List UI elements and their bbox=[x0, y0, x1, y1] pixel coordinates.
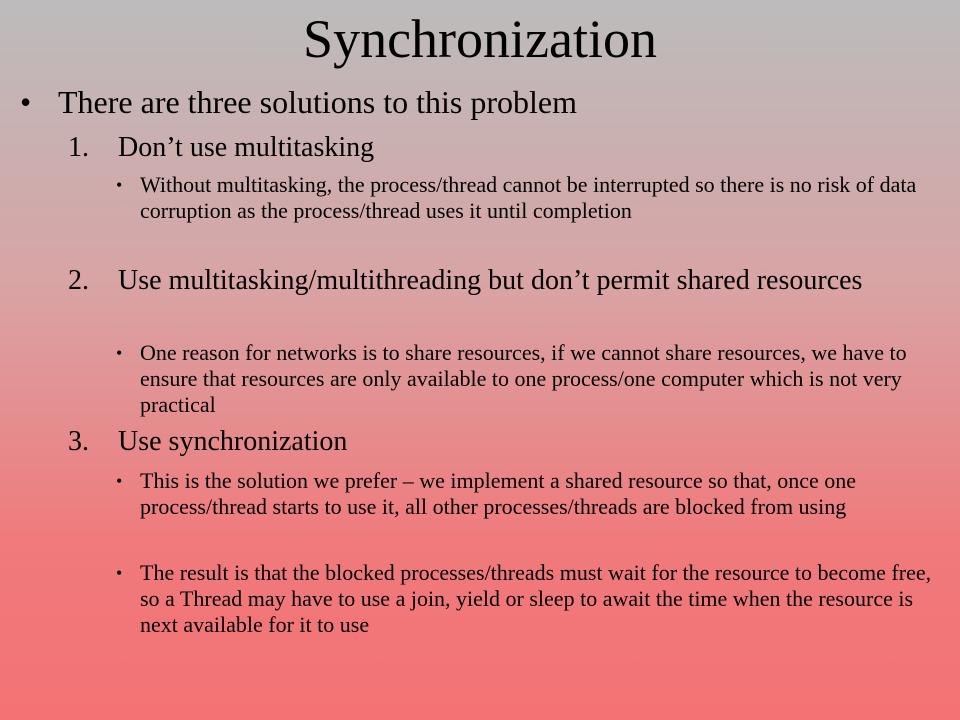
sub-bullet-text: The result is that the blocked processes/threads must wait for the resource to become free, so a Thread may have to use a join, yield or sleep to await the time when the resource is next available for it to use bbox=[140, 560, 932, 637]
main-bullet bbox=[20, 80, 577, 124]
list-item-text: Use multitasking/multithreading but don’t permit shared resources bbox=[118, 265, 863, 296]
sub-bullet-3-1 bbox=[116, 468, 940, 520]
sub-bullet-2-1 bbox=[116, 340, 940, 418]
slide-title: Synchronization bbox=[303, 9, 657, 69]
list-item-text: Use synchronization bbox=[118, 426, 348, 457]
sub-bullet-3-2 bbox=[116, 560, 940, 638]
sub-bullet-glyph: • bbox=[116, 343, 123, 363]
list-item-1 bbox=[68, 131, 908, 164]
list-number: 1. bbox=[68, 132, 89, 163]
sub-bullet-1-1 bbox=[116, 172, 940, 224]
sub-bullet-text: This is the solution we prefer – we implement a shared resource so that, once one process/thread starts to use it, all other processes/threads are blocked from using bbox=[140, 468, 856, 519]
list-item-text: Don’t use multitasking bbox=[118, 132, 375, 163]
list-item-3 bbox=[68, 425, 908, 458]
list-number: 3. bbox=[68, 426, 89, 457]
sub-bullet-text: One reason for networks is to share resources, if we cannot share resources, we have to ensure that resources are only available to one process/one computer which is not very practical bbox=[140, 340, 907, 417]
main-bullet-text: There are three solutions to this problem bbox=[58, 84, 577, 120]
list-item-2 bbox=[68, 264, 908, 297]
bullet-glyph: • bbox=[20, 84, 32, 120]
sub-bullet-glyph: • bbox=[116, 471, 123, 491]
sub-bullet-glyph: • bbox=[116, 563, 123, 583]
sub-bullet-text: Without multitasking, the process/thread cannot be interrupted so there is no risk of data corruption as the process/thread uses it until completion bbox=[140, 172, 917, 223]
sub-bullet-glyph: • bbox=[116, 175, 123, 195]
list-number: 2. bbox=[68, 265, 89, 296]
